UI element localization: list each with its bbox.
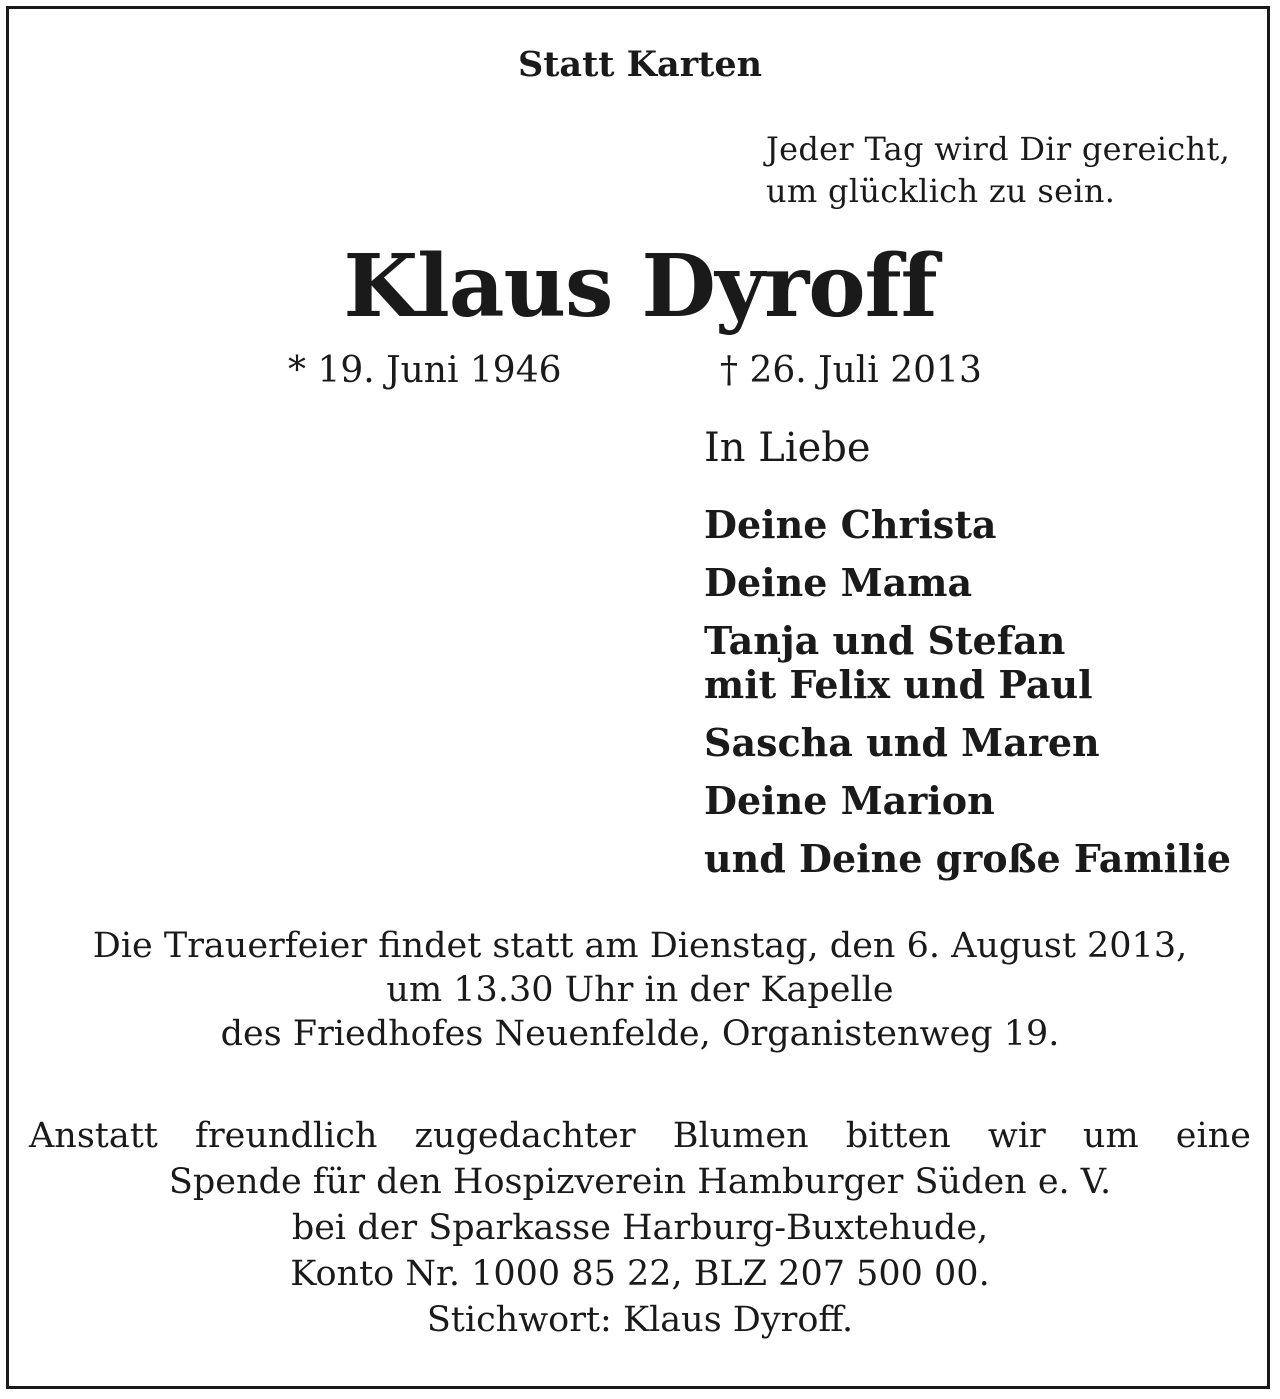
header-statt-karten: Statt Karten: [517, 44, 763, 85]
motto: [766, 128, 1230, 212]
donation-line-2: Spende für den Hospizverein Hamburger Süden e. V.: [168, 1162, 1112, 1202]
word: freundlich: [194, 1116, 378, 1156]
donation-line-3: bei der Sparkasse Harburg-Buxtehude,: [291, 1208, 989, 1248]
funeral-line-2: um 13.30 Uhr in der Kapelle: [386, 970, 894, 1010]
funeral-line-3: des Friedhofes Neuenfelde, Organistenweg 19.: [220, 1014, 1060, 1054]
word: wir: [987, 1116, 1046, 1156]
motto-line-1: Jeder Tag wird Dir gereicht,: [766, 130, 1231, 168]
mourners-list: [704, 503, 1231, 895]
word: bitten: [845, 1116, 951, 1156]
donation-line-1: [29, 1113, 1251, 1159]
motto-line-2: um glücklich zu sein.: [766, 172, 1116, 210]
mourner: und Deine große Familie: [704, 836, 1232, 881]
word: um: [1082, 1116, 1139, 1156]
death-date: † 26. Juli 2013: [720, 350, 982, 391]
funeral-info: [0, 924, 1280, 1056]
word: zugedachter: [414, 1116, 636, 1156]
mourner: Sascha und Maren: [704, 720, 1100, 765]
funeral-line-1: Die Trauerfeier findet statt am Dienstag, den 6. August 2013,: [92, 926, 1188, 966]
word: Anstatt: [29, 1116, 158, 1156]
donation-line-4: Konto Nr. 1000 85 22, BLZ 207 500 00.: [290, 1254, 990, 1294]
donation-info: [0, 1113, 1280, 1343]
mourner: Deine Mama: [704, 560, 973, 605]
mourner: Deine Marion: [704, 778, 995, 823]
donation-line-5: Stichwort: Klaus Dyroff.: [426, 1300, 854, 1340]
mourner: Tanja und Stefan mit Felix und Paul: [704, 618, 1093, 707]
word: Blumen: [672, 1116, 809, 1156]
in-liebe-text: In Liebe: [704, 425, 871, 471]
mourner: Deine Christa: [704, 502, 997, 547]
deceased-name: Klaus Dyroff: [343, 236, 937, 337]
birth-date: * 19. Juni 1946: [288, 350, 562, 391]
word: eine: [1175, 1116, 1251, 1156]
